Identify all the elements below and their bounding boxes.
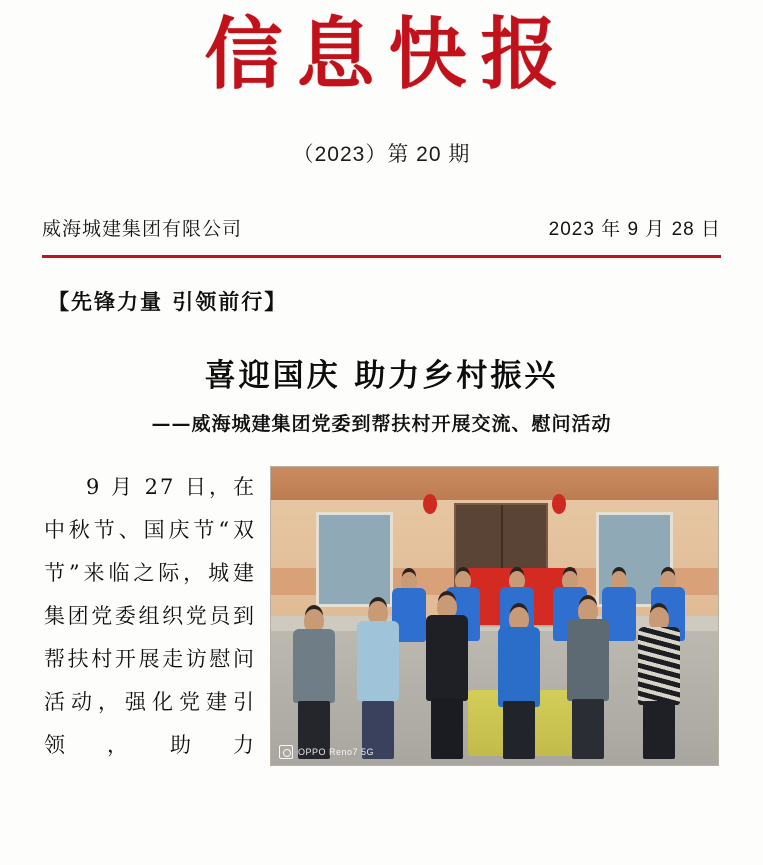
person-legs [431, 699, 463, 759]
lantern-right-icon [552, 494, 566, 514]
person-front-5 [557, 599, 619, 759]
person-front-4 [490, 607, 548, 759]
person-torso [426, 615, 468, 701]
article-header [0, 350, 763, 436]
article-body-column [44, 466, 256, 767]
building-roof [271, 467, 718, 500]
person-torso [567, 619, 609, 701]
organization-name: 威海城建集团有限公司 [42, 218, 243, 240]
person-front-2 [347, 601, 409, 759]
article-photo [270, 466, 719, 766]
publication-date: 2023 年 9 月 28 日 [548, 218, 721, 240]
person-torso [638, 627, 680, 705]
section-tag: 【先锋力量 引领前行】 [48, 288, 288, 314]
person-front-1 [284, 609, 344, 759]
window-left [316, 512, 394, 607]
masthead [0, 0, 763, 100]
person-legs [643, 701, 675, 759]
article-subheadline: ——威海城建集团党委到帮扶村开展交流、慰问活动 [151, 412, 612, 435]
photo-watermark [279, 745, 374, 759]
camera-icon [279, 745, 293, 759]
lantern-left-icon [423, 494, 437, 514]
masthead-title: 信息快报 [204, 9, 573, 100]
person-legs [572, 699, 604, 759]
article-body-text: 9 月 27 日，在中秋节、国庆节“双节”来临之际，城建集团党委组织党员到帮扶村开展走访慰问活动，强化党建引领，助力 [44, 474, 256, 758]
person-front-3 [414, 595, 480, 759]
person-legs [503, 701, 535, 759]
person-torso [498, 627, 540, 707]
publication-info-row [42, 214, 721, 241]
person-torso [293, 629, 335, 703]
header-divider [42, 255, 721, 258]
article-content [44, 466, 719, 767]
article-headline: 喜迎国庆 助力乡村振兴 [204, 357, 559, 394]
person-torso [357, 621, 399, 701]
photo-watermark-text: OPPO Reno7 5G [298, 746, 375, 757]
issue-number: （2023）第 20 期 [292, 142, 471, 166]
photo-scene [271, 467, 718, 765]
person-front-6 [629, 607, 689, 759]
